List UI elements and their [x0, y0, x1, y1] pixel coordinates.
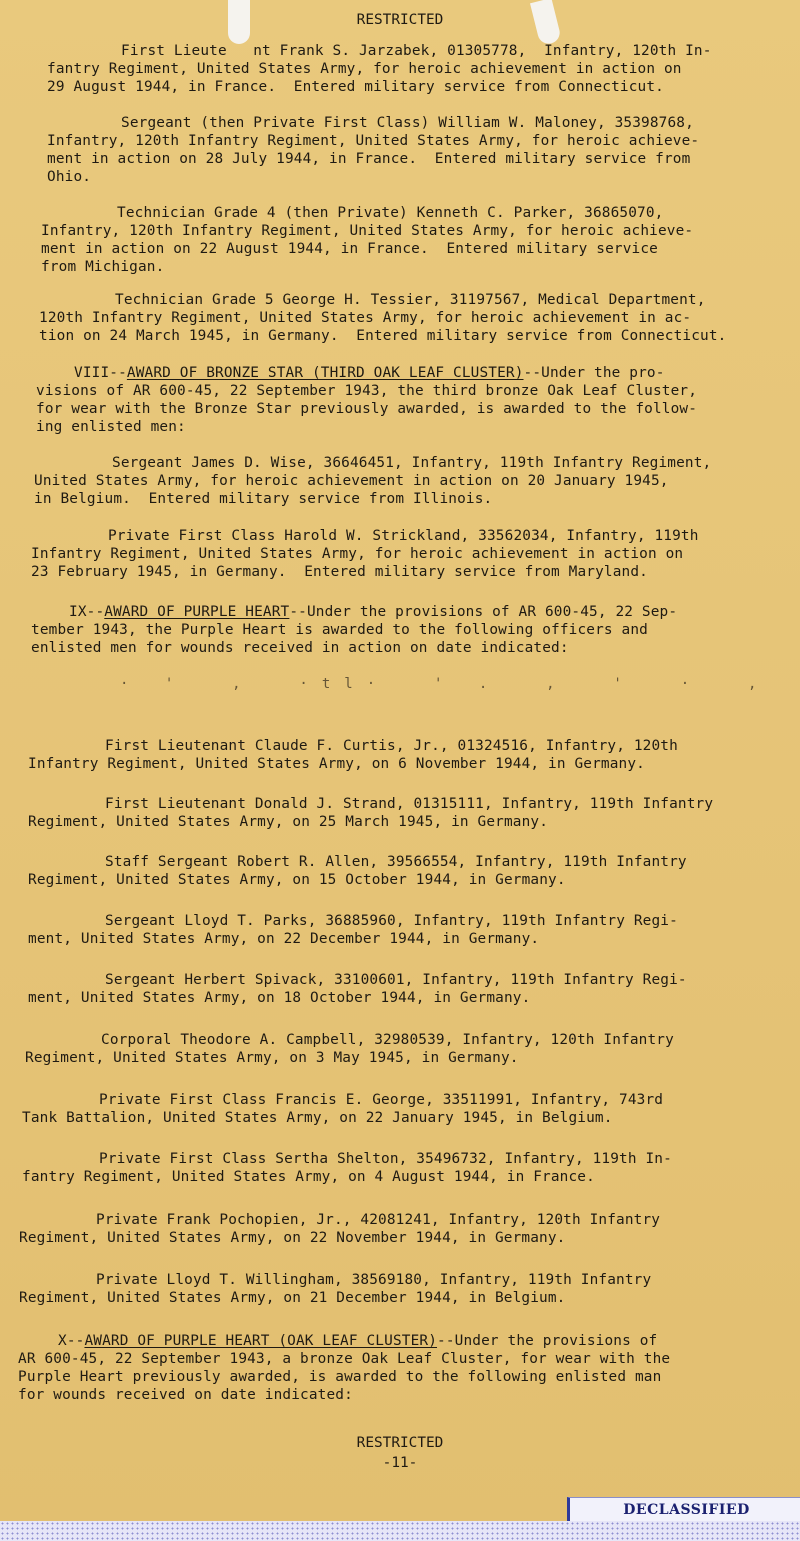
text-line: Regiment, United States Army, on 21 December 1944, in Belgium.: [19, 1290, 566, 1306]
text-line: First Lieutenant Donald J. Strand, 01315111, Infantry, 119th Infantry: [105, 796, 714, 812]
text-line: Sergeant (then Private First Class) William W. Maloney, 35398768,: [121, 115, 694, 131]
text-line: ment in action on 22 August 1944, in France. Entered military service: [41, 241, 658, 257]
text-line: IX--AWARD OF PURPLE HEART--Under the provisions of AR 600-45, 22 Sep-: [69, 604, 678, 620]
text-line: for wounds received on date indicated:: [18, 1387, 353, 1403]
text-line: Purple Heart previously awarded, is awarded to the following enlisted man: [18, 1369, 662, 1385]
text-line: fantry Regiment, United States Army, for heroic achievement in action on: [47, 61, 682, 77]
header-classification: RESTRICTED: [356, 12, 444, 28]
text-line: Private Frank Pochopien, Jr., 42081241, Infantry, 120th Infantry: [96, 1212, 661, 1228]
text-line: Infantry, 120th Infantry Regiment, United States Army, for heroic achieve-: [47, 133, 700, 149]
text-line: tember 1943, the Purple Heart is awarded to the following officers and: [31, 622, 648, 638]
text-line: in Belgium. Entered military service from Illinois.: [34, 491, 493, 507]
text-line: Regiment, United States Army, on 15 October 1944, in Germany.: [28, 872, 566, 888]
text-line: 23 February 1945, in Germany. Entered military service from Maryland.: [31, 564, 648, 580]
page-number: -11-: [382, 1455, 418, 1471]
scan-edge-strip: [0, 1521, 800, 1541]
text-line: Technician Grade 5 George H. Tessier, 31197567, Medical Department,: [115, 292, 706, 308]
text-line: 29 August 1944, in France. Entered military service from Connecticut.: [47, 79, 664, 95]
text-line: from Michigan.: [41, 259, 165, 275]
text-line: Sergeant James D. Wise, 36646451, Infantry, 119th Infantry Regiment,: [112, 455, 712, 471]
text-line: AR 600-45, 22 September 1943, a bronze Oak Leaf Cluster, for wear with the: [18, 1351, 671, 1367]
text-line: X--AWARD OF PURPLE HEART (OAK LEAF CLUSTER)--Under the provisions of: [58, 1333, 658, 1349]
text-line: First Lieute nt Frank S. Jarzabek, 01305778, Infantry, 120th In-: [121, 43, 712, 59]
award-heading: AWARD OF BRONZE STAR (THIRD OAK LEAF CLUSTER): [126, 365, 524, 381]
text-line: Staff Sergeant Robert R. Allen, 39566554, Infantry, 119th Infantry: [105, 854, 687, 870]
text-line: for wear with the Bronze Star previously awarded, is awarded to the follow-: [36, 401, 698, 417]
text-line: Infantry Regiment, United States Army, for heroic achievement in action on: [31, 546, 684, 562]
text-line: Regiment, United States Army, on 3 May 1945, in Germany.: [25, 1050, 519, 1066]
text-line: Regiment, United States Army, on 25 March 1945, in Germany.: [28, 814, 549, 830]
text-line: Corporal Theodore A. Campbell, 32980539, Infantry, 120th Infantry: [101, 1032, 674, 1048]
text-line: Infantry, 120th Infantry Regiment, United States Army, for heroic achieve-: [41, 223, 694, 239]
text-line: enlisted men for wounds received in action on date indicated:: [31, 640, 569, 656]
award-heading: AWARD OF PURPLE HEART (OAK LEAF CLUSTER): [84, 1333, 438, 1349]
illegible-marks: · ' , ·tl· ' . , ' · ,: [120, 676, 771, 692]
text-line: Private First Class Harold W. Strickland, 33562034, Infantry, 119th: [108, 528, 699, 544]
text-line: ment in action on 28 July 1944, in France. Entered military service from: [47, 151, 691, 167]
text-line: Regiment, United States Army, on 22 November 1944, in Germany.: [19, 1230, 566, 1246]
award-heading: AWARD OF PURPLE HEART: [104, 604, 290, 620]
text-line: Private First Class Francis E. George, 33511991, Infantry, 743rd: [99, 1092, 664, 1108]
text-line: Infantry Regiment, United States Army, on 6 November 1944, in Germany.: [28, 756, 645, 772]
text-line: United States Army, for heroic achievement in action on 20 January 1945,: [34, 473, 669, 489]
text-line: Private Lloyd T. Willingham, 38569180, Infantry, 119th Infantry: [96, 1272, 652, 1288]
text-line: VIII--AWARD OF BRONZE STAR (THIRD OAK LEAF CLUSTER)--Under the pro-: [74, 365, 665, 381]
text-line: Sergeant Herbert Spivack, 33100601, Infantry, 119th Infantry Regi-: [105, 972, 687, 988]
footer-classification: RESTRICTED: [356, 1435, 444, 1451]
text-line: 120th Infantry Regiment, United States Army, for heroic achievement in ac-: [39, 310, 692, 326]
declassified-stamp: DECLASSIFIED: [567, 1497, 800, 1522]
text-line: Private First Class Sertha Shelton, 35496732, Infantry, 119th In-: [99, 1151, 672, 1167]
text-line: visions of AR 600-45, 22 September 1943, the third bronze Oak Leaf Cluster,: [36, 383, 698, 399]
text-line: First Lieutenant Claude F. Curtis, Jr., 01324516, Infantry, 120th: [105, 738, 678, 754]
text-line: Sergeant Lloyd T. Parks, 36885960, Infantry, 119th Infantry Regi-: [105, 913, 678, 929]
text-line: Ohio.: [47, 169, 92, 185]
text-line: ment, United States Army, on 18 October 1944, in Germany.: [28, 990, 531, 1006]
text-line: Technician Grade 4 (then Private) Kenneth C. Parker, 36865070,: [117, 205, 664, 221]
text-line: ment, United States Army, on 22 December 1944, in Germany.: [28, 931, 540, 947]
text-line: tion on 24 March 1945, in Germany. Entered military service from Connecticut.: [39, 328, 727, 344]
text-line: fantry Regiment, United States Army, on 4 August 1944, in France.: [22, 1169, 595, 1185]
text-line: ing enlisted men:: [36, 419, 186, 435]
text-line: Tank Battalion, United States Army, on 22 January 1945, in Belgium.: [22, 1110, 613, 1126]
